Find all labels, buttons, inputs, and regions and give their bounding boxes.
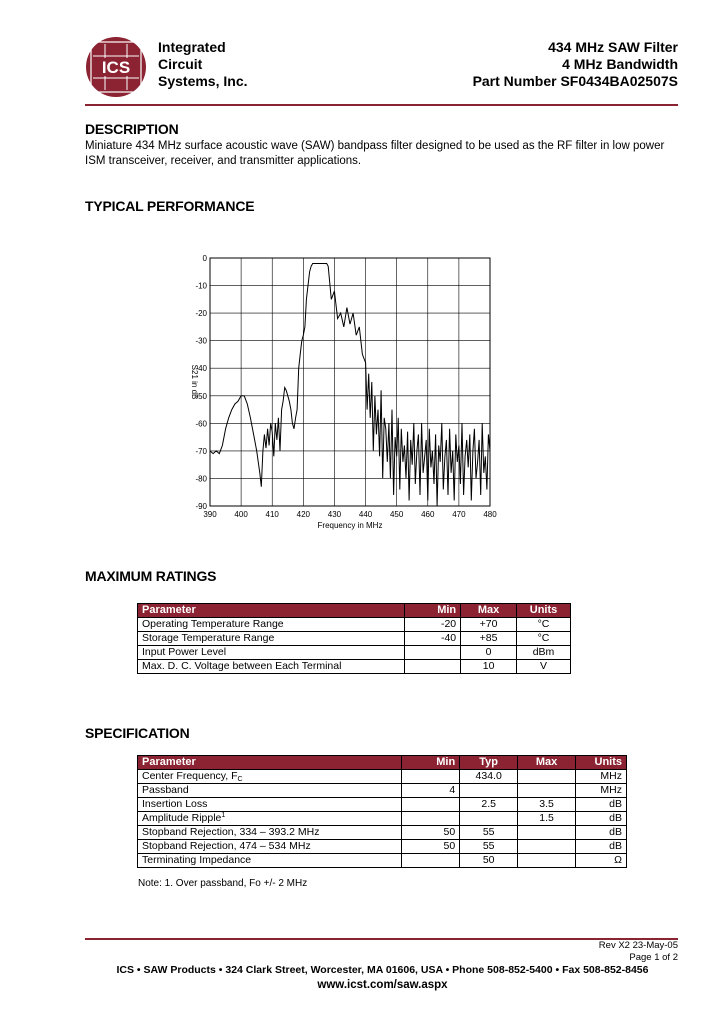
column-header: Parameter <box>138 756 402 770</box>
column-header: Max <box>461 604 517 618</box>
y-tick-label: -60 <box>195 419 207 429</box>
y-tick-label: -90 <box>195 502 207 511</box>
revision-text: Rev X2 23-May-05 <box>598 940 678 951</box>
x-tick-label: 440 <box>358 510 373 519</box>
max-ratings-heading: MAXIMUM RATINGS <box>85 568 217 584</box>
table-header-row <box>138 604 571 618</box>
table-row <box>138 660 571 674</box>
header-divider <box>85 104 678 106</box>
table-cell: +85 <box>461 632 517 646</box>
table-cell <box>518 784 576 798</box>
plot-area <box>210 258 490 506</box>
table-row <box>138 798 627 812</box>
table-cell: 1.5 <box>518 812 576 826</box>
table-cell: -20 <box>405 618 461 632</box>
table-row <box>138 854 627 868</box>
y-axis-label: S21 in dB <box>190 364 199 400</box>
column-header: Units <box>576 756 627 770</box>
table-cell <box>405 660 461 674</box>
table-cell: 10 <box>461 660 517 674</box>
table-row <box>138 840 627 854</box>
column-header: Max <box>518 756 576 770</box>
y-tick-label: -20 <box>195 309 207 319</box>
x-tick-label: 430 <box>327 510 342 519</box>
table-cell <box>402 812 460 826</box>
table-cell <box>518 854 576 868</box>
table-cell: 50 <box>402 840 460 854</box>
table-cell: Passband <box>138 784 402 798</box>
website-link[interactable]: www.icst.com/saw.aspx <box>317 979 448 991</box>
table-cell: 2.5 <box>460 798 518 812</box>
table-cell: 3.5 <box>518 798 576 812</box>
table-cell <box>460 812 518 826</box>
y-tick-label: -10 <box>195 281 207 291</box>
table-cell: Operating Temperature Range <box>138 618 405 632</box>
x-tick-label: 410 <box>265 510 279 519</box>
specification-table <box>137 755 627 868</box>
table-cell: Terminating Impedance <box>138 854 402 868</box>
table-cell: °C <box>517 618 571 632</box>
table-row <box>138 826 627 840</box>
table-cell: -40 <box>405 632 461 646</box>
column-header: Min <box>402 756 460 770</box>
ics-logo <box>85 36 147 98</box>
table-cell: Stopband Rejection, 474 – 534 MHz <box>138 840 402 854</box>
table-cell: Center Frequency, $F_C$ <box>138 770 402 784</box>
column-header: Parameter <box>138 604 405 618</box>
table-row <box>138 618 571 632</box>
company-name: Integrated Circuit Systems, Inc. <box>158 39 248 89</box>
table-cell: dB <box>576 798 627 812</box>
table-cell <box>402 798 460 812</box>
contact-line: ICS • SAW Products • 324 Clark Street, Worcester, MA 01606, USA • Phone 508-852-5400 • Fax 508-852-8456 <box>116 964 649 976</box>
x-tick-label: 400 <box>234 510 248 519</box>
x-tick-label: 460 <box>421 510 435 519</box>
spec-note: Note: 1. Over passband, Fo +/- 2 MHz <box>138 878 308 889</box>
table-cell: Max. D. C. Voltage between Each Terminal <box>138 660 405 674</box>
column-header: Units <box>517 604 571 618</box>
table-cell <box>402 770 460 784</box>
table-row <box>138 784 627 798</box>
table-cell: Stopband Rejection, 334 – 393.2 MHz <box>138 826 402 840</box>
table-cell: dB <box>576 840 627 854</box>
product-title <box>473 39 678 90</box>
part-number: Part Number SF0434BA02507S <box>472 73 678 89</box>
product-name: 434 MHz SAW Filter <box>548 39 678 55</box>
table-cell: 434.0 <box>460 770 518 784</box>
table-cell: Insertion Loss <box>138 798 402 812</box>
x-axis-label: Frequency in MHz <box>317 521 383 530</box>
table-cell: dB <box>576 826 627 840</box>
table-cell: MHz <box>576 784 627 798</box>
table-cell <box>402 854 460 868</box>
table-cell: Ω <box>576 854 627 868</box>
table-cell: °C <box>517 632 571 646</box>
table-cell: 55 <box>460 840 518 854</box>
x-tick-label: 390 <box>203 510 217 519</box>
y-tick-label: -70 <box>195 446 207 456</box>
x-tick-label: 420 <box>296 510 311 519</box>
table-cell: Amplitude Ripple$^1$ <box>138 812 402 826</box>
table-cell: 4 <box>402 784 460 798</box>
column-header: Min <box>405 604 461 618</box>
table-cell: MHz <box>576 770 627 784</box>
table-cell: 50 <box>460 854 518 868</box>
max-ratings-table <box>137 603 571 674</box>
table-cell <box>405 646 461 660</box>
table-cell: 55 <box>460 826 518 840</box>
x-tick-label: 470 <box>452 510 466 519</box>
logo-text: ICS <box>101 58 131 77</box>
table-cell: Storage Temperature Range <box>138 632 405 646</box>
table-row <box>138 812 627 826</box>
page-number: Page 1 of 2 <box>629 952 678 963</box>
table-cell <box>518 840 576 854</box>
table-cell <box>460 784 518 798</box>
y-tick-label: -50 <box>195 391 207 401</box>
y-tick-label: -30 <box>195 336 207 346</box>
y-tick-label: -80 <box>195 474 207 484</box>
table-cell: V <box>517 660 571 674</box>
table-row <box>138 770 627 784</box>
specification-heading: SPECIFICATION <box>85 725 190 741</box>
table-row <box>138 646 571 660</box>
table-cell: +70 <box>461 618 517 632</box>
x-tick-label: 450 <box>389 510 404 519</box>
description-text: Miniature 434 MHz surface acoustic wave (SAW) bandpass filter designed to be used as the RF filter in low power ISM transceiver, receiver, and transmitter applications. <box>85 140 665 167</box>
performance-heading: TYPICAL PERFORMANCE <box>85 198 255 214</box>
revision-info <box>599 940 678 964</box>
y-tick-label: -40 <box>195 364 207 374</box>
performance-chart <box>180 250 510 540</box>
table-cell <box>518 770 576 784</box>
table-header-row <box>138 756 627 770</box>
table-row <box>138 632 571 646</box>
table-cell <box>518 826 576 840</box>
table-cell: dB <box>576 812 627 826</box>
table-cell: Input Power Level <box>138 646 405 660</box>
product-bandwidth: 4 MHz Bandwidth <box>562 56 678 72</box>
x-tick-label: 480 <box>483 510 497 519</box>
column-header: Typ <box>460 756 518 770</box>
table-cell: 0 <box>461 646 517 660</box>
table-cell: 50 <box>402 826 460 840</box>
description-heading: DESCRIPTION <box>85 121 179 137</box>
table-cell: dBm <box>517 646 571 660</box>
footer-divider <box>85 938 678 940</box>
y-tick-label: 0 <box>202 254 207 263</box>
